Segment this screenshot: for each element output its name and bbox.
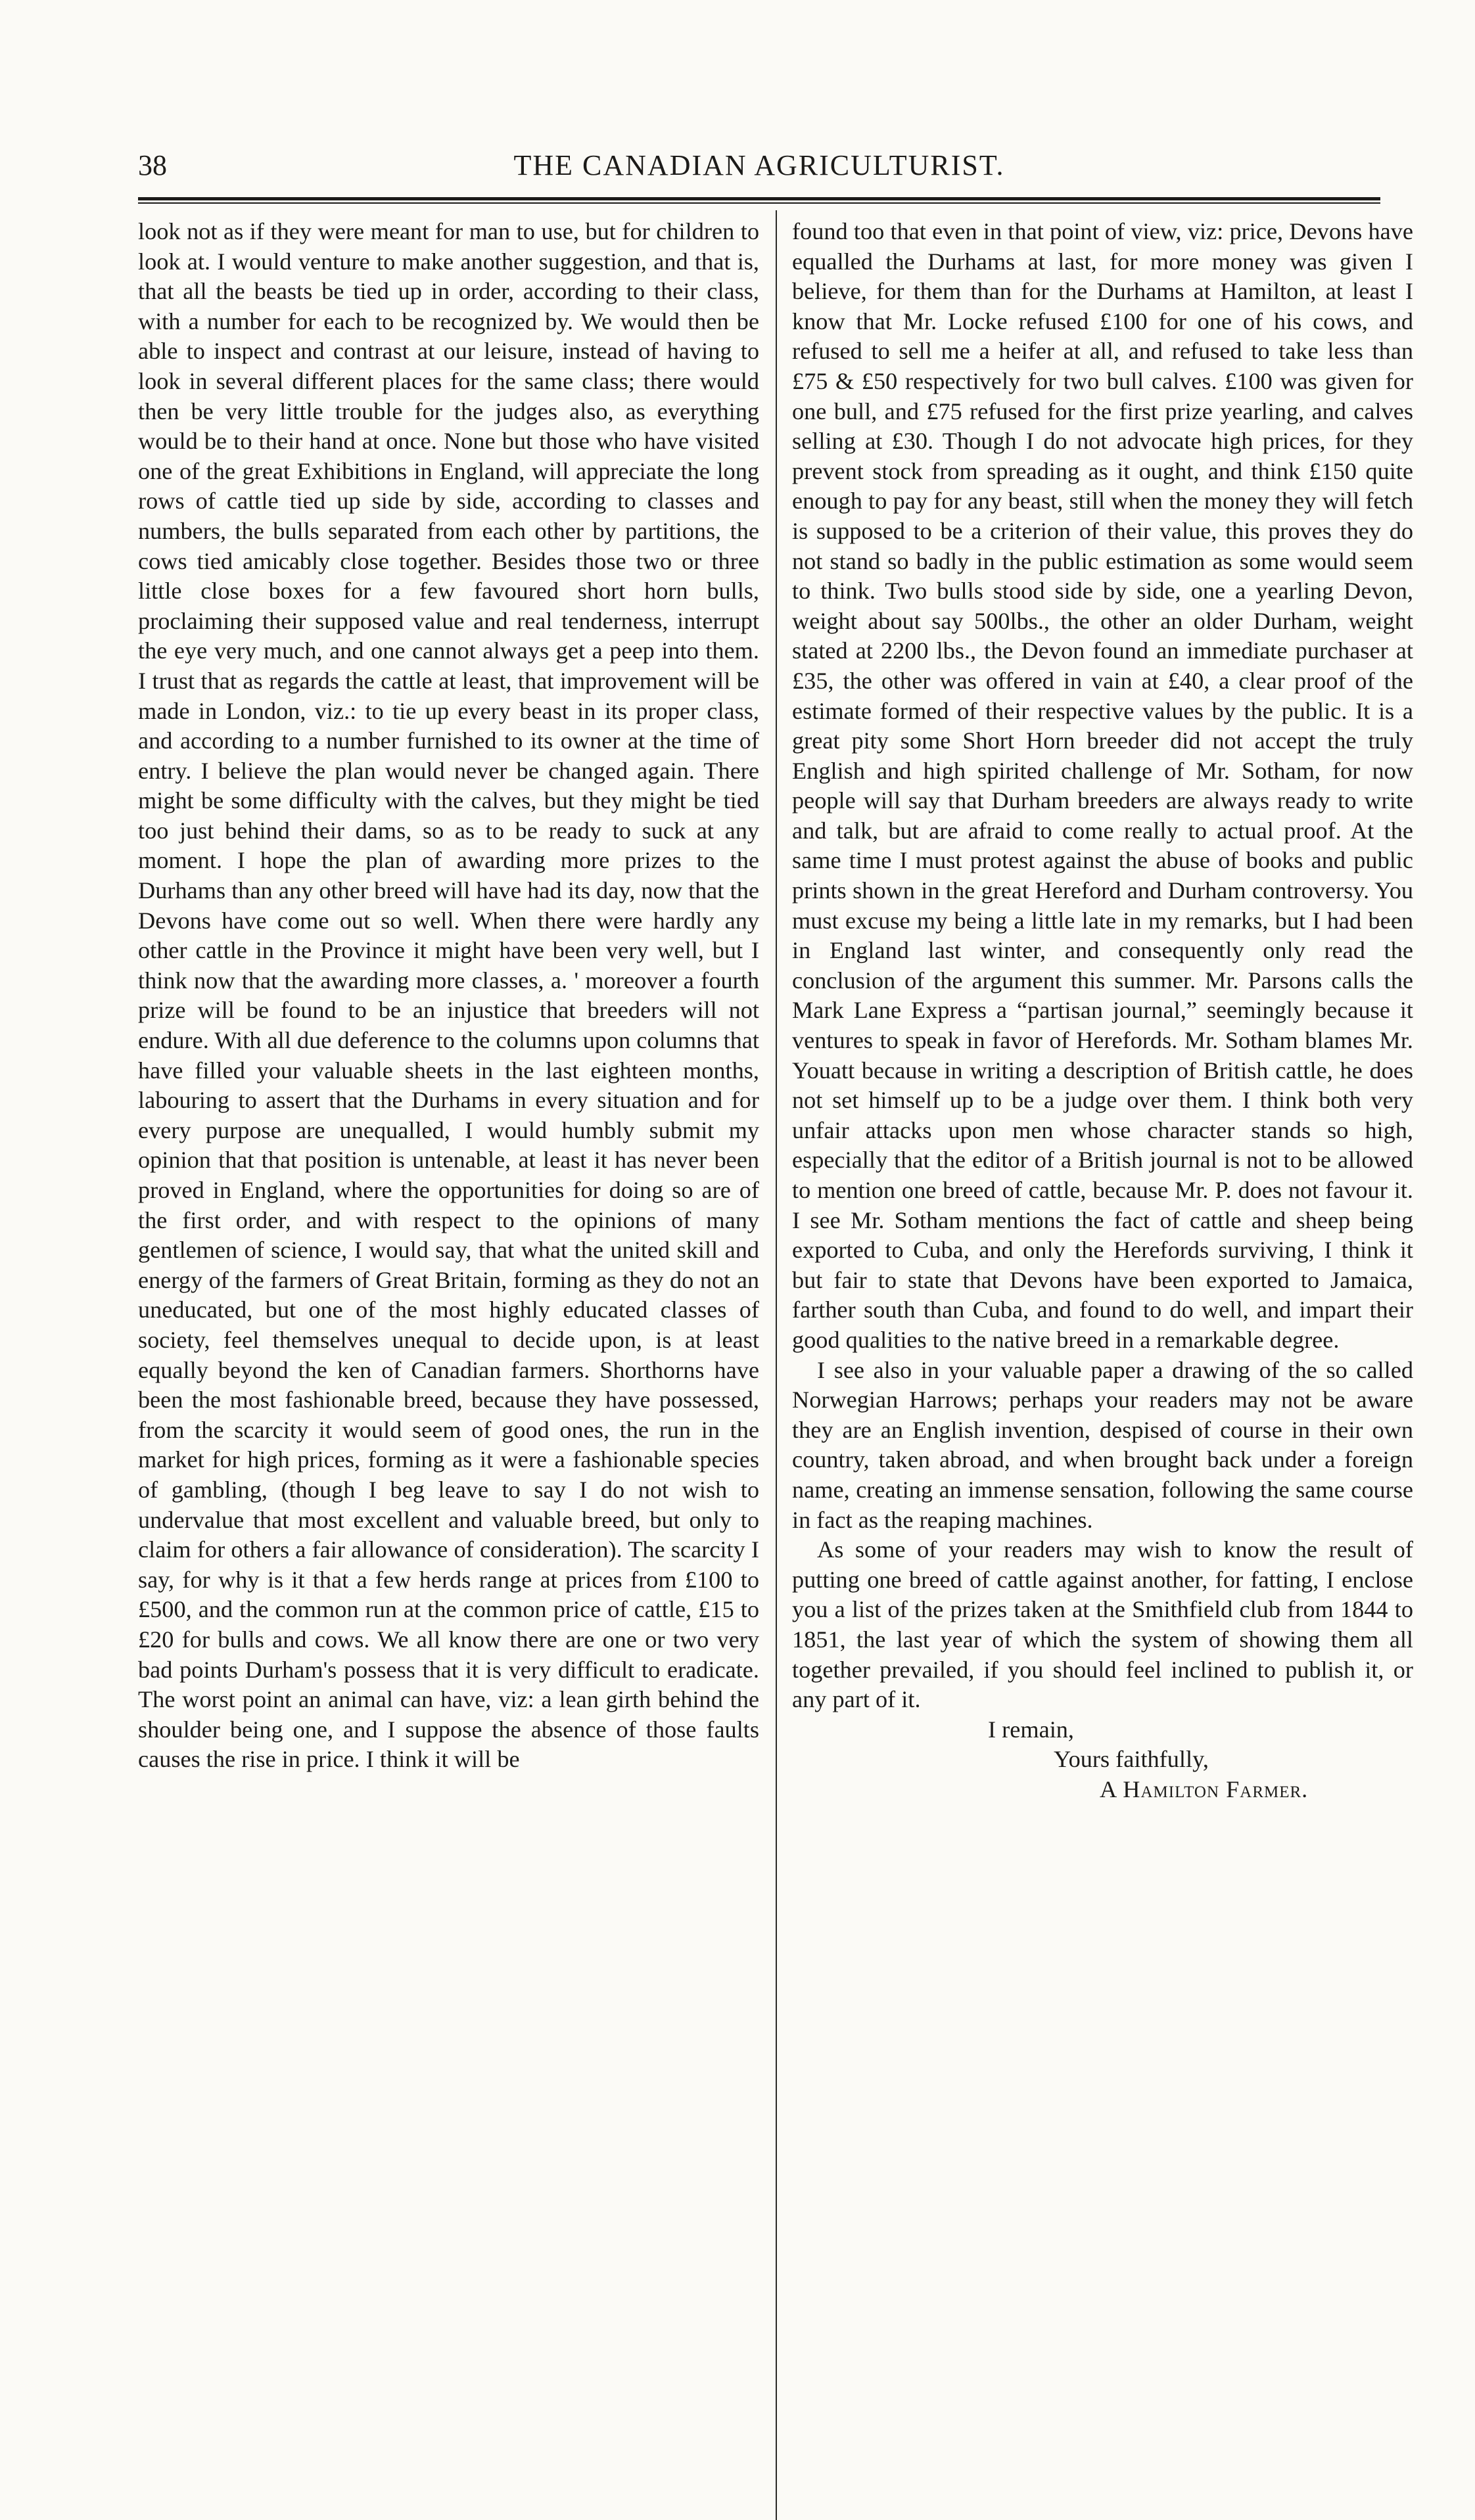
running-title: THE CANADIAN AGRICULTURIST. — [513, 149, 1005, 181]
right-paragraph-1: found too that even in that point of view, viz: price, Devons have equalled the Durhams at last, for more money was given I believe, for them than for the Durhams at Hamilton, at least I know that Mr. Locke refused £100 for one of his cows, and refused to sell me a heifer at all, and refused to take less than £75 & £50 respectively for two bull calves. £100 was given for one bull, and £75 refused for the first prize yearling, and calves selling at £30. Though I do not advocate high prices, for they prevent stock from spreading as it ought, and think £150 quite enough to pay for any beast, still when the money they will fetch is supposed to be a criterion of their value, this proves they do not stand so badly in the public estimation as some would seem to think. Two bulls stood side by side, one a yearling Devon, weight about say 500lbs., the other an older Durham, weight stated at 2200 lbs., the Devon found an immediate purchaser at £35, the other was offered in vain at £40, a clear proof of the estimate formed of their respective values by the public. It is a great pity some Short Horn breeder did not accept the truly English and high spirited challenge of Mr. Sotham, for now people will say that Durham breeders are always ready to write and talk, but are afraid to come really to actual proof. At the same time I must protest against the abuse of books and public prints shown in the great Hereford and Durham controversy. You must excuse my being a little late in my remarks, but I had been in England last winter, and consequently only read the conclusion of the argument this summer. Mr. Parsons calls the Mark Lane Express a “partisan journal,” seemingly because it ventures to speak in favor of Herefords. Mr. Sotham blames Mr. Youatt because in writing a description of British cattle, he does not set himself up to be a judge over them. I think both very unfair attacks upon men whose character stands so high, especially that the editor of a British journal is not to be allowed to mention one breed of cattle, because Mr. P. does not favour it. I see Mr. Sotham mentions the fact of cattle and sheep being exported to Cuba, and only the Herefords surviving, I think it but fair to state that Devons have been exported to Jamaica, farther south than Cuba, and found to do well, and impart their good qualities to the native breed in a remarkable degree. — [792, 218, 1413, 1353]
right-column — [792, 217, 1413, 1804]
signoff-remain: I remain, — [988, 1716, 1075, 1743]
header-rule — [138, 197, 1380, 204]
right-paragraph-3: As some of your readers may wish to know the result of putting one breed of cattle against another, for fatting, I enclose you a list of the prizes taken at the Smithfield club from 1844 to 1851, the last year of which the system of showing them all together prevailed, if you should feel inclined to publish it, or any part of it. — [792, 1536, 1413, 1713]
right-paragraph-2: I see also in your valuable paper a drawing of the so called Norwegian Harrows; perhaps your readers may not be aware they are an English invention, despised of course in their own country, taken abroad, and when brought back under a foreign name, creating an immense sensation, following the same course in fact as the reaping machines. — [792, 1356, 1413, 1533]
column-divider — [776, 210, 777, 2520]
signoff-author: A Hamilton Farmer. — [1100, 1775, 1309, 1802]
left-column — [138, 217, 759, 1775]
signoff-yours: Yours faithfully, — [1054, 1746, 1209, 1773]
page-number: 38 — [138, 149, 167, 181]
page-header — [138, 146, 1380, 185]
left-paragraph: look not as if they were meant for man to use, but for children to look at. I would venture to make another suggestion, and that is, that all the beasts be tied up in order, according to their class, with a number for each to be recognized by. We would then be able to inspect and contrast at our leisure, instead of having to look in several different places for the same class; there would then be very little trouble for the judges also, as everything would be to their hand at once. None but those who have visited one of the great Exhibitions in England, will appreciate the long rows of cattle tied up side by side, according to classes and numbers, the bulls separated from each other by partitions, the cows tied amicably close together. Besides those two or three little close boxes for a few favoured short horn bulls, proclaiming their supposed value and real tenderness, interrupt the eye very much, and one cannot always get a peep into them. I trust that as regards the cattle at least, that improvement will be made in London, viz.: to tie up every beast in its proper class, and according to a number furnished to its owner at the time of entry. I believe the plan would never be changed again. There might be some difficulty with the calves, but they might be tied too just behind their dams, so as to be ready to suck at any moment. I hope the plan of awarding more prizes to the Durhams than any other breed will have had its day, now that the Devons have come out so well. When there were hardly any other cattle in the Province it might have been very well, but I think now that the awarding more classes, a. ' moreover a fourth prize will be found to be an injustice that breeders will not endure. With all due deference to the columns upon columns that have filled your valuable sheets in the last eighteen months, labouring to assert that the Durhams in every situation and for every purpose are unequalled, I would humbly submit my opinion that that position is untenable, at least it has never been proved in England, where the opportunities for doing so are of the first order, and with respect to the opinions of many gentlemen of science, I would say, that what the united skill and energy of the farmers of Great Britain, forming as they do not an uneducated, but one of the most highly educated classes of society, feel themselves unequal to decide upon, is at least equally beyond the ken of Canadian farmers. Shorthorns have been the most fashionable breed, because they have possessed, from the scarcity it would seem of good ones, the run in the market for high prices, forming as it were a fashionable species of gambling, (though I beg leave to say I do not wish to undervalue that most excellent and valuable breed, but only to claim for others a fair allowance of consideration). The scarcity I say, for why is it that a few herds range at prices from £100 to £500, and the common run at the common price of cattle, £15 to £20 for bulls and cows. We all know there are one or two very bad points Durham's possess that it is very difficult to eradicate. The worst point an animal can have, viz: a lean girth behind the shoulder being one, and I suppose the absence of those faults causes the rise in price. I think it will be — [138, 218, 759, 1773]
